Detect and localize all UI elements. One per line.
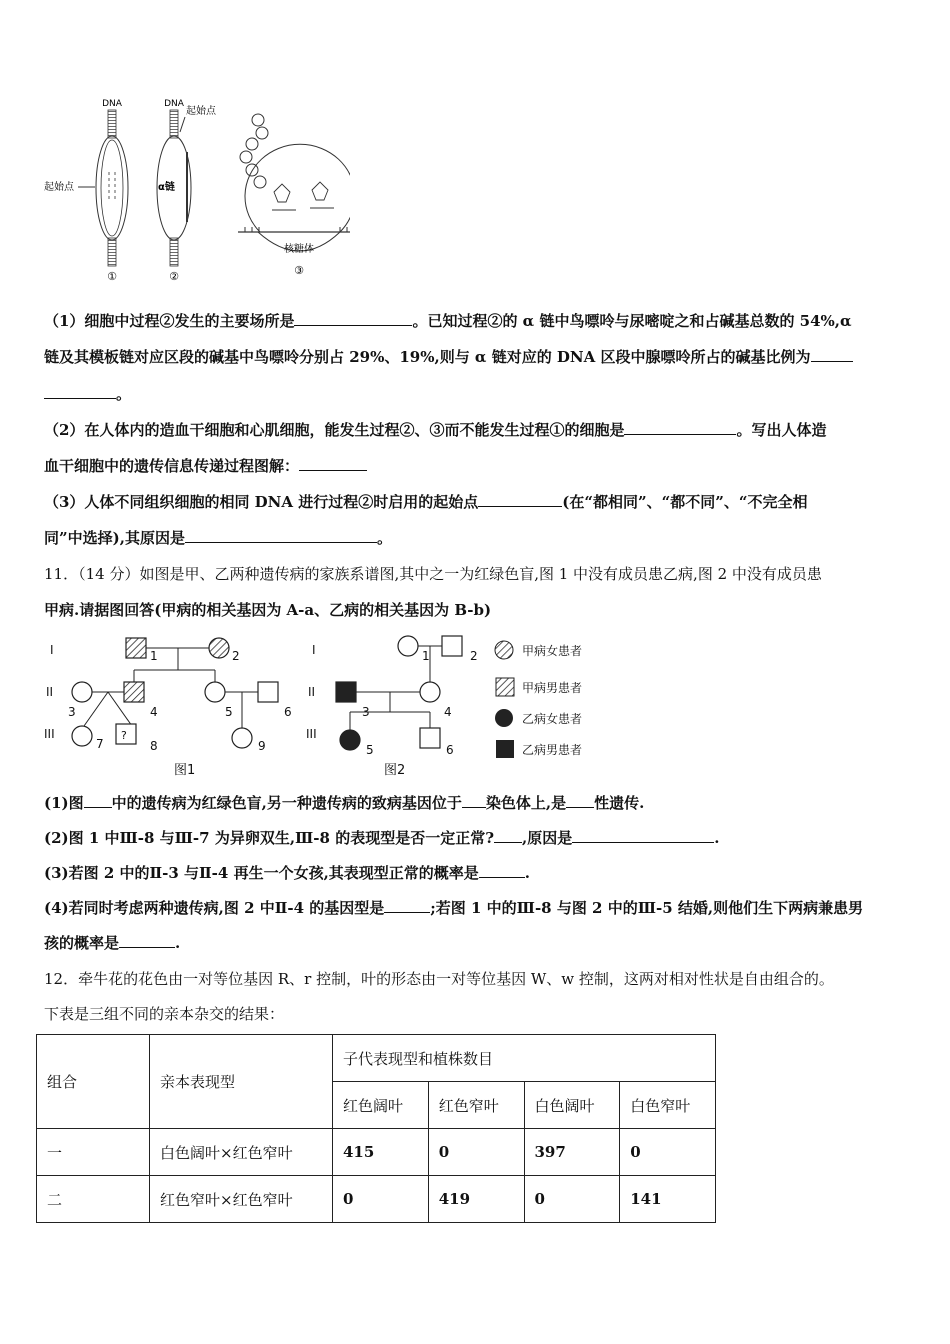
blank: [624, 434, 736, 435]
legend-1: 甲病女患者: [522, 644, 583, 658]
f1-n2: 2: [232, 649, 240, 663]
legend-2: 甲病男患者: [522, 681, 583, 695]
gen-label-1: I: [50, 643, 54, 657]
legend-4: 乙病男患者: [522, 743, 583, 757]
col-header: 白色窄叶: [620, 1082, 716, 1129]
ribosome-label: 核糖体: [284, 244, 314, 255]
q10-line-7: 同”中选择),其原因是 。: [44, 529, 392, 547]
q10-line-1: （1）细胞中过程②发生的主要场所是 。已知过程②的 α 链中鸟嘌呤与尿嘧啶之和占碱基总数的 54%,α: [44, 312, 852, 330]
fig1-III-8-unknown: ?: [121, 729, 127, 742]
header-group: 组合: [37, 1035, 150, 1129]
blank: [294, 325, 412, 326]
fig1-I-2: [209, 638, 229, 658]
header-offspring: 子代表现型和植株数目: [333, 1035, 716, 1082]
q11-p2: (2)图 1 中Ⅲ-8 与Ⅲ-7 为异卵双生,Ⅲ-8 的表现型是否一定正常? ,原因是 .: [44, 829, 720, 847]
fig2-caption: 图2: [384, 763, 406, 778]
f2-m5: 5: [366, 743, 374, 757]
blank: [566, 807, 594, 808]
blank: [494, 842, 522, 843]
q11-p5: 孩的概率是 .: [44, 934, 181, 952]
cross-results-table: [36, 1034, 716, 1223]
blank: [84, 807, 112, 808]
blank: [299, 470, 367, 471]
blank: [384, 912, 430, 913]
f2-m3: 3: [362, 705, 370, 719]
fig2-I-1: [398, 636, 418, 656]
blank: [479, 877, 525, 878]
q11-p3: (3)若图 2 中的Ⅱ-3 与Ⅱ-4 再生一个女孩,其表现型正常的概率是 .: [44, 864, 531, 882]
fig2-II-3: [336, 682, 356, 702]
process-number-1: ①: [107, 270, 117, 282]
col-header: 红色阔叶: [333, 1082, 429, 1129]
header-parent: 亲本表现型: [150, 1035, 333, 1129]
blank: [185, 542, 377, 543]
f2-m4: 4: [444, 705, 452, 719]
f2-m6: 6: [446, 743, 454, 757]
gen2-label-3: III: [306, 727, 317, 741]
legend-female-b-icon: [495, 709, 513, 727]
f1-n3: 3: [68, 705, 76, 719]
legend-male-a-icon: [496, 678, 514, 696]
fig1-I-1: [126, 638, 146, 658]
legend-female-a-icon: [495, 641, 513, 659]
origin-label-right: 起始点: [186, 106, 216, 117]
f1-n4: 4: [150, 705, 158, 719]
f1-n7: 7: [96, 737, 104, 751]
q10-line-4: （2）在人体内的造血干细胞和心肌细胞，能发生过程②、③而不能发生过程①的细胞是 。写出人体造: [44, 421, 827, 439]
f1-n1: 1: [150, 649, 158, 663]
q10-line-2: 链及其模板链对应区段的碱基中鸟嘌呤分别占 29%、19%,则与 α 链对应的 DNA 区段中腺嘌呤所占的碱基比例为: [44, 346, 909, 368]
fig1-II-6: [258, 682, 278, 702]
fig1-III-9: [232, 728, 252, 748]
fig2-III-5: [340, 730, 360, 750]
fig2-II-4: [420, 682, 440, 702]
alpha-chain-label: α链: [158, 182, 175, 193]
origin-label-left: 起始点: [44, 182, 74, 193]
process-number-2: ②: [169, 270, 179, 282]
fig2-III-6: [420, 728, 440, 748]
table-row: 二 红色窄叶×红色窄叶 0 419 0 141: [37, 1176, 716, 1223]
q10-line-3: 。: [44, 383, 909, 405]
fig1-caption: 图1: [174, 763, 196, 778]
q11-p1: (1)图 中的遗传病为红绿色盲,另一种遗传病的致病基因位于 染色体上,是 性遗传.: [44, 794, 645, 812]
gen-label-2: II: [46, 685, 54, 699]
blank: [44, 398, 116, 399]
q12-stem-2: 下表是三组不同的亲本杂交的结果：: [44, 1005, 285, 1023]
dna-process-figure: [40, 92, 350, 282]
col-header: 红色窄叶: [428, 1082, 524, 1129]
f2-m1: 1: [422, 649, 430, 663]
blank: [119, 947, 175, 948]
legend-3: 乙病女患者: [522, 712, 583, 726]
blank: [478, 506, 562, 507]
blank: [572, 842, 714, 843]
fig1-II-3: [72, 682, 92, 702]
dna-label-2: DNA: [164, 99, 184, 109]
f2-m2: 2: [470, 649, 478, 663]
q10-line-5: 血干细胞中的遗传信息传递过程图解：: [44, 455, 909, 477]
q11-stem-1: 11．（14 分）如图是甲、乙两种遗传病的家族系谱图,其中之一为红绿色盲,图 1 中没有成员患乙病,图 2 中没有成员患: [44, 565, 822, 583]
gen-label-3: III: [44, 727, 55, 741]
blank: [811, 361, 853, 362]
fig1-III-7: [72, 726, 92, 746]
q11-stem-2: 甲病.请据图回答(甲病的相关基因为 A-a、乙病的相关基因为 B-b): [44, 601, 492, 619]
table-row: 一 白色阔叶×红色窄叶 415 0 397 0: [37, 1129, 716, 1176]
fig2-I-2: [442, 636, 462, 656]
q10-line-6: （3）人体不同组织细胞的相同 DNA 进行过程②时启用的起始点 (在“都相同”、“都不同”、“不完全相: [44, 493, 808, 511]
process-number-3: ③: [294, 264, 304, 277]
q11-p4: (4)若同时考虑两种遗传病,图 2 中Ⅱ-4 的基因型是 ;若图 1 中的Ⅲ-8 与图 2 中的Ⅲ-5 结婚,则他们生下两病兼患男: [44, 899, 864, 917]
pedigree-figure: [40, 630, 610, 780]
blank: [462, 807, 486, 808]
dna-label-1: DNA: [102, 99, 122, 109]
f1-n8: 8: [150, 739, 158, 753]
gen2-label-1: I: [312, 643, 316, 657]
f1-n9: 9: [258, 739, 266, 753]
q12-stem-1: 12．牵牛花的花色由一对等位基因 R、r 控制，叶的形态由一对等位基因 W、w 控制，这两对相对性状是自由组合的。: [44, 970, 834, 988]
col-header: 白色阔叶: [524, 1082, 620, 1129]
f1-n6: 6: [284, 705, 292, 719]
fig1-II-5: [205, 682, 225, 702]
fig1-II-4: [124, 682, 144, 702]
gen2-label-2: II: [308, 685, 316, 699]
f1-n5: 5: [225, 705, 233, 719]
legend-male-b-icon: [496, 740, 514, 758]
